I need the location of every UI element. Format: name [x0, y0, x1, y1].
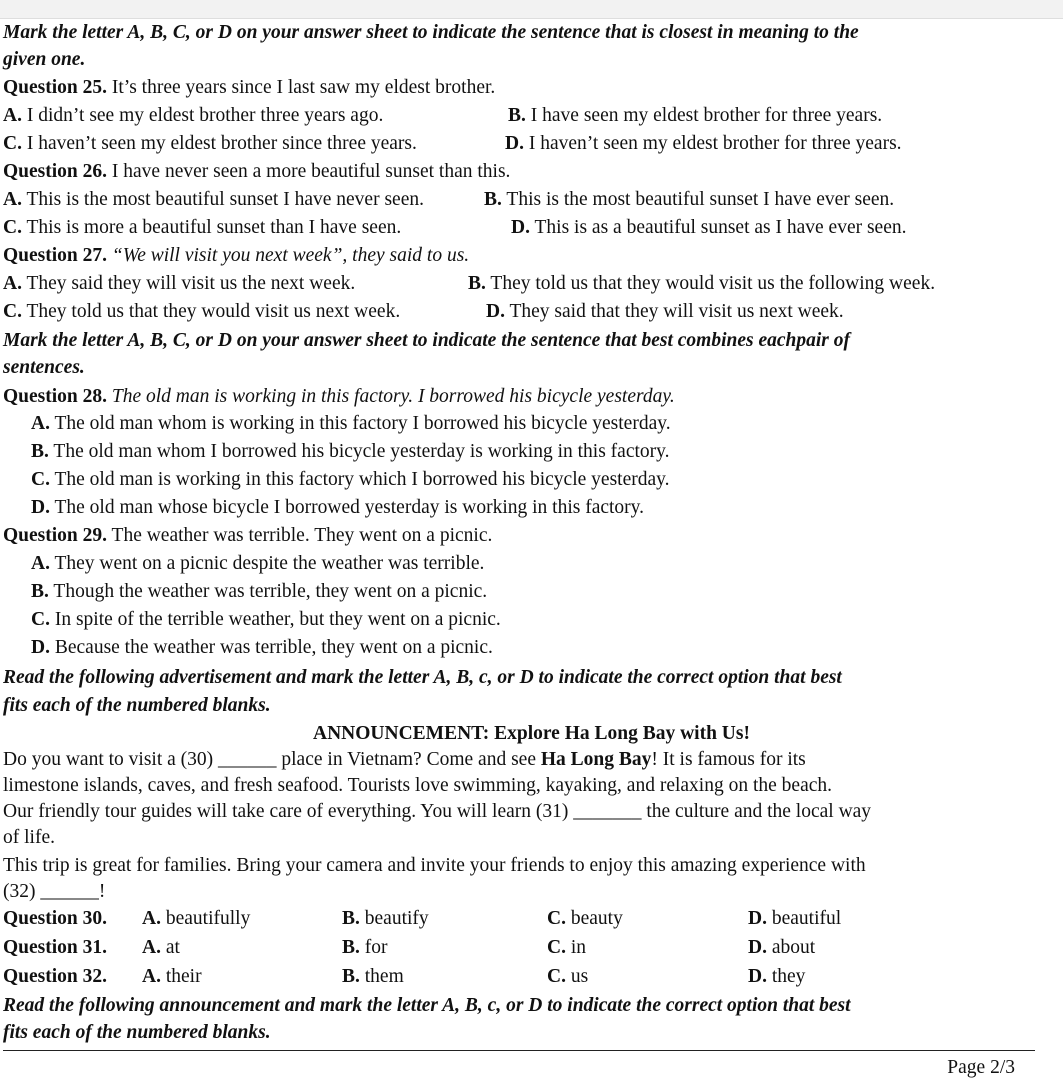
- passage-line: limestone islands, caves, and fresh seafood. Tourists love swimming, kayaking, and relaxing on the beach.: [3, 775, 832, 796]
- instruction-line: Read the following announcement and mark the letter A, B, c, or D to indicate the correct option that best: [3, 995, 851, 1016]
- passage-line: This trip is great for families. Bring your camera and invite your friends to enjoy this amazing experience with: [3, 855, 866, 876]
- instruction-line: Mark the letter A, B, C, or D on your answer sheet to indicate the sentence that is closest in meaning to the: [3, 22, 859, 43]
- option-d: D. Because the weather was terrible, they went on a picnic.: [31, 637, 493, 658]
- passage-line: (32) ______!: [3, 881, 106, 902]
- option-a: A. their: [142, 966, 202, 987]
- option-a: A. They went on a picnic despite the weather was terrible.: [31, 553, 485, 574]
- question-stem: The weather was terrible. They went on a picnic.: [107, 525, 493, 546]
- question-30-label: Question 30.: [3, 908, 108, 929]
- option-c: C. beauty: [547, 908, 623, 929]
- question-31-label: Question 31.: [3, 937, 108, 958]
- option-d: D. about: [748, 937, 816, 958]
- option-a: A. at: [142, 937, 180, 958]
- passage-line: Do you want to visit a (30) ______ place in Vietnam? Come and see Ha Long Bay! It is famous for its: [3, 749, 806, 770]
- question-stem: “We will visit you next week”, they said to us.: [107, 245, 470, 266]
- option-c: C. I haven’t seen my eldest brother since three years.: [3, 133, 417, 154]
- option-b: B. beautify: [342, 908, 429, 929]
- instruction-line: fits each of the numbered blanks.: [3, 695, 271, 716]
- option-b: B. They told us that they would visit us the following week.: [468, 273, 936, 294]
- question-stem: It’s three years since I last saw my eldest brother.: [107, 77, 496, 98]
- passage-line: Our friendly tour guides will take care of everything. You will learn (31) _______ the culture and the local way: [3, 801, 872, 822]
- option-d: D. The old man whose bicycle I borrowed yesterday is working in this factory.: [31, 497, 645, 518]
- option-d: D. I haven’t seen my eldest brother for three years.: [505, 133, 902, 154]
- question-label: Question 28.: [3, 386, 108, 407]
- option-c: C. in: [547, 937, 587, 958]
- option-d: D. They said that they will visit us next week.: [486, 301, 844, 322]
- top-bar: [0, 0, 1063, 19]
- option-b: B. for: [342, 937, 388, 958]
- question-26: [3, 160, 510, 184]
- question-29: [3, 524, 492, 548]
- footer-rule: [3, 1050, 1035, 1051]
- option-a: A. The old man whom is working in this factory I borrowed his bicycle yesterday.: [31, 413, 671, 434]
- option-b: B. I have seen my eldest brother for three years.: [508, 105, 883, 126]
- question-label: Question 26.: [3, 161, 108, 182]
- instruction-line: given one.: [3, 49, 86, 70]
- instruction-line: Mark the letter A, B, C, or D on your answer sheet to indicate the sentence that best combines eachpair of: [3, 330, 851, 351]
- option-c: C. They told us that they would visit us next week.: [3, 301, 401, 322]
- question-32-label: Question 32.: [3, 966, 108, 987]
- question-28: [3, 385, 675, 409]
- instruction-line: fits each of the numbered blanks.: [3, 1022, 271, 1043]
- option-b: B. The old man whom I borrowed his bicycle yesterday is working in this factory.: [31, 441, 670, 462]
- option-c: C. In spite of the terrible weather, but they went on a picnic.: [31, 609, 501, 630]
- option-d: D. beautiful: [748, 908, 842, 929]
- option-c: C. The old man is working in this factory which I borrowed his bicycle yesterday.: [31, 469, 670, 490]
- passage-line: of life.: [3, 827, 55, 848]
- option-a: A. This is the most beautiful sunset I have never seen.: [3, 189, 424, 210]
- question-stem: I have never seen a more beautiful sunset than this.: [107, 161, 511, 182]
- option-a: A. They said they will visit us the next week.: [3, 273, 356, 294]
- option-b: B. Though the weather was terrible, they went on a picnic.: [31, 581, 488, 602]
- question-label: Question 27.: [3, 245, 108, 266]
- question-27: [3, 244, 469, 268]
- question-stem: The old man is working in this factory. I borrowed his bicycle yesterday.: [107, 386, 675, 407]
- question-label: Question 29.: [3, 525, 108, 546]
- option-a: A. I didn’t see my eldest brother three years ago.: [3, 105, 384, 126]
- option-c: C. This is more a beautiful sunset than I have seen.: [3, 217, 402, 238]
- page-number: Page 2/3: [947, 1057, 1015, 1078]
- option-c: C. us: [547, 966, 589, 987]
- option-b: B. them: [342, 966, 404, 987]
- option-d: D. they: [748, 966, 806, 987]
- option-a: A. beautifully: [142, 908, 251, 929]
- announcement-title: ANNOUNCEMENT: Explore Ha Long Bay with Us!: [313, 723, 750, 744]
- instruction-line: sentences.: [3, 357, 85, 378]
- instruction-line: Read the following advertisement and mark the letter A, B, c, or D to indicate the correct option that best: [3, 667, 842, 688]
- option-b: B. This is the most beautiful sunset I have ever seen.: [484, 189, 895, 210]
- option-d: D. This is as a beautiful sunset as I have ever seen.: [511, 217, 907, 238]
- question-label: Question 25.: [3, 77, 108, 98]
- question-25: [3, 76, 495, 100]
